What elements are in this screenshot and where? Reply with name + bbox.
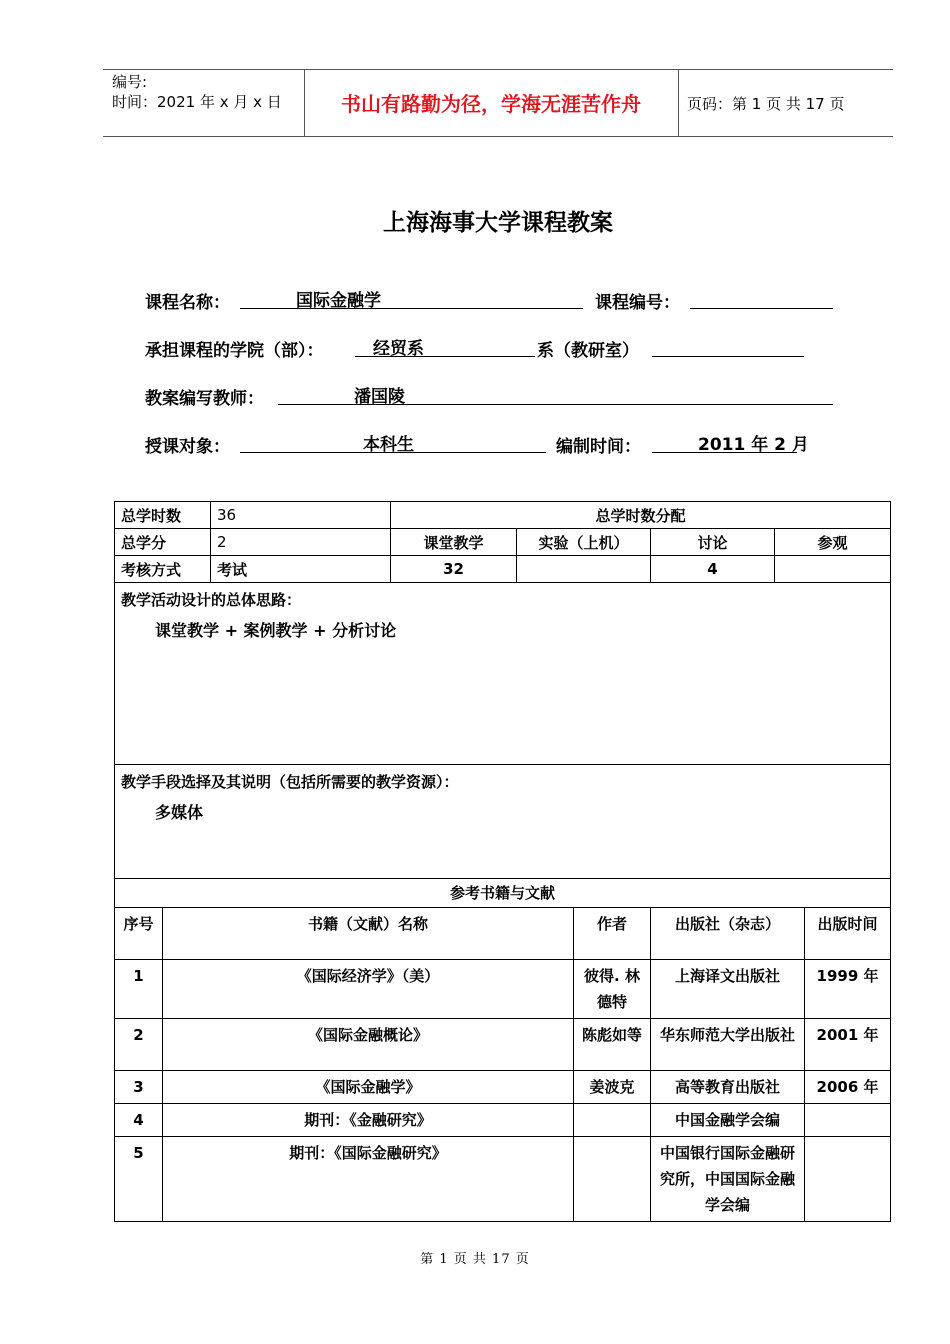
ref-name: 期刊：《国际金融研究》 [163,1137,574,1222]
header-page-info: 页码：第 1 页 共 17 页 [687,95,845,113]
document-time: 时间：2021 年 x 月 x 日 [112,93,282,111]
teacher-label: 教案编写教师： [145,389,264,409]
assessment-label: 考核方式 [115,556,211,583]
dept-field [652,334,804,357]
table-row [115,1104,891,1137]
references-title: 参考书籍与文献 [115,879,891,908]
credits-value: 2 [211,529,391,556]
ref-year [805,1137,891,1222]
teacher-value: 潘国陵 [354,387,405,407]
course-name-label: 课程名称： [145,293,230,313]
ref-no: 5 [115,1137,163,1222]
header-top-rule [103,69,893,70]
ref-author [574,1104,651,1137]
college-value: 经贸系 [373,339,424,359]
table-row [115,1137,891,1222]
table-row [115,960,891,1019]
ref-year: 2006 年 [805,1071,891,1104]
references-table [114,878,891,1222]
ref-year [805,1104,891,1137]
course-code-field [690,286,833,309]
means-label: 教学手段选择及其说明（包括所需要的教学资源）： [121,773,459,791]
ref-year: 2001 年 [805,1019,891,1071]
header-motto: 书山有路勤为径，学海无涯苦作舟 [341,92,641,116]
col-class-header: 课堂教学 [391,529,517,556]
hours-table [114,501,891,879]
ref-publisher: 高等教育出版社 [651,1071,805,1104]
means-section [115,765,891,879]
ref-publisher: 中国金融学会编 [651,1104,805,1137]
document-title: 上海海事大学课程教案 [383,210,613,236]
discussion-hours-value: 4 [651,556,775,583]
ref-year: 1999 年 [805,960,891,1019]
ref-header-author: 作者 [574,908,651,960]
date-value: 2011 年 2 月 [698,435,809,455]
col-lab-header: 实验（上机） [517,529,651,556]
ref-name: 《国际经济学》（美） [163,960,574,1019]
ref-name: 《国际金融概论》 [163,1019,574,1071]
header-meta [112,72,282,112]
visit-hours-value [775,556,891,583]
ref-author [574,1137,651,1222]
ref-name: 《国际金融学》 [163,1071,574,1104]
total-hours-value: 36 [211,502,391,529]
ref-publisher: 上海译文出版社 [651,960,805,1019]
design-content: 课堂教学 + 案例教学 + 分析讨论 [155,621,397,640]
teacher-field [278,382,833,405]
audience-value: 本科生 [363,435,414,455]
col-visit-header: 参观 [775,529,891,556]
dept-label: 系（教研室） [537,341,639,361]
class-hours-value: 32 [391,556,517,583]
header-divider [678,69,679,136]
design-label: 教学活动设计的总体思路： [121,591,302,609]
table-row [115,1071,891,1104]
date-label: 编制时间： [556,437,641,457]
date-field [652,430,809,455]
ref-name: 期刊：《金融研究》 [163,1104,574,1137]
lab-hours-value [517,556,651,583]
ref-author: 姜波克 [574,1071,651,1104]
ref-author: 陈彪如等 [574,1019,651,1071]
header-bottom-rule [103,136,893,137]
ref-author: 彼得. 林德特 [574,960,651,1019]
ref-publisher: 中国银行国际金融研究所，中国国际金融学会编 [651,1137,805,1222]
college-label: 承担课程的学院（部）： [145,341,324,361]
ref-header-publisher: 出版社（杂志） [651,908,805,960]
credits-label: 总学分 [115,529,211,556]
assessment-value: 考试 [211,556,391,583]
ref-publisher: 华东师范大学出版社 [651,1019,805,1071]
course-name-field [240,286,583,309]
ref-no: 3 [115,1071,163,1104]
ref-no: 1 [115,960,163,1019]
college-field [355,334,535,357]
course-code-label: 课程编号： [595,293,680,313]
ref-header-name: 书籍（文献）名称 [163,908,574,960]
total-hours-label: 总学时数 [115,502,211,529]
audience-field [240,430,546,453]
document-number-label: 编号: [112,73,148,91]
col-discussion-header: 讨论 [651,529,775,556]
audience-label: 授课对象： [145,437,230,457]
ref-no: 2 [115,1019,163,1071]
ref-header-no: 序号 [115,908,163,960]
design-section [115,583,891,765]
course-name-value: 国际金融学 [296,291,381,311]
page-footer: 第 1 页 共 17 页 [420,1252,530,1267]
distribution-label: 总学时数分配 [391,502,891,529]
table-row [115,1019,891,1071]
ref-header-year: 出版时间 [805,908,891,960]
means-content: 多媒体 [155,803,204,822]
ref-no: 4 [115,1104,163,1137]
